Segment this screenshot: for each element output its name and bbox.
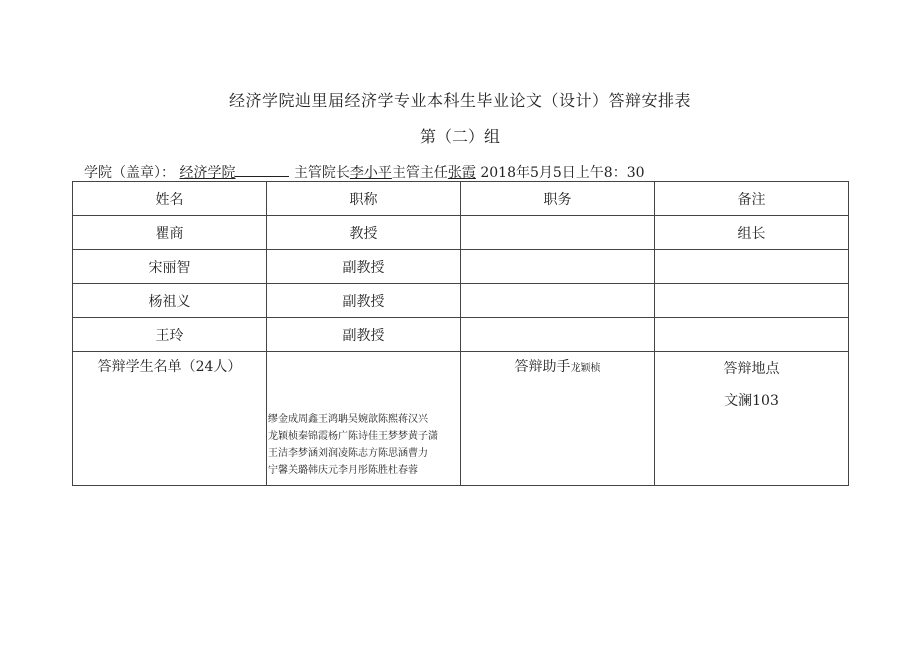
student-names-list [267,411,460,479]
assistant-name: 龙颖桢 [570,363,601,374]
arrangement-table [72,181,849,486]
header-note: 备注 [655,182,849,216]
member-duty [461,216,655,250]
dean-label: 主管院长 [293,165,350,181]
table-row [73,216,849,250]
member-note: 组长 [655,216,849,250]
header-duty: 职务 [461,182,655,216]
student-names-cell [267,352,461,486]
blank-underline [235,164,289,177]
table-row [73,318,849,352]
table-row [73,250,849,284]
header-title: 职称 [267,182,461,216]
college-value: 经济学院 [179,165,236,181]
member-title: 副教授 [267,318,461,352]
member-name: 宋丽智 [73,250,267,284]
location-cell [655,352,849,486]
member-name: 杨祖义 [73,284,267,318]
director-label: 主管主任 [391,165,448,181]
member-note [655,250,849,284]
member-name: 王玲 [73,318,267,352]
student-row [73,352,849,486]
assistant-label: 答辩助手 [514,359,571,375]
member-title: 教授 [267,216,461,250]
member-name: 瞿商 [73,216,267,250]
assistant-cell [461,352,655,486]
student-list-label: 答辩学生名单（24人） [73,352,267,486]
table-header-row [73,182,849,216]
document-title: 经济学院辿里届经济学专业本科生毕业论文（设计）答辩安排表 [228,91,691,110]
location-value: 文澜103 [724,393,779,409]
member-duty [461,250,655,284]
defense-datetime: 2018年5月5日上午8：30 [480,165,645,181]
group-subtitle: 第（二）组 [419,127,500,146]
member-note [655,318,849,352]
member-duty [461,318,655,352]
college-label: 学院（盖章）： [84,165,175,181]
table-row [73,284,849,318]
member-title: 副教授 [267,284,461,318]
student-names-line: 宁馨关璐韩庆元李月彤陈胜杜春蓉 [268,465,418,476]
student-names-line: 龙颖桢秦锦霞杨广陈诗佳王梦梦黄子潇 [268,431,438,442]
dean-value: 李小平 [349,165,392,181]
member-title: 副教授 [267,250,461,284]
location-label: 答辩地点 [723,361,780,377]
member-note [655,284,849,318]
header-name: 姓名 [73,182,267,216]
director-value: 张霞 [447,165,476,181]
student-names-line: 缪金成周鑫王鸿聃吴婉歆陈熙蒋汉兴 [268,414,428,425]
info-line [84,162,645,182]
member-duty [461,284,655,318]
student-names-line: 王洁李梦涵刘润凌陈志方陈思涵曹力 [268,448,428,459]
